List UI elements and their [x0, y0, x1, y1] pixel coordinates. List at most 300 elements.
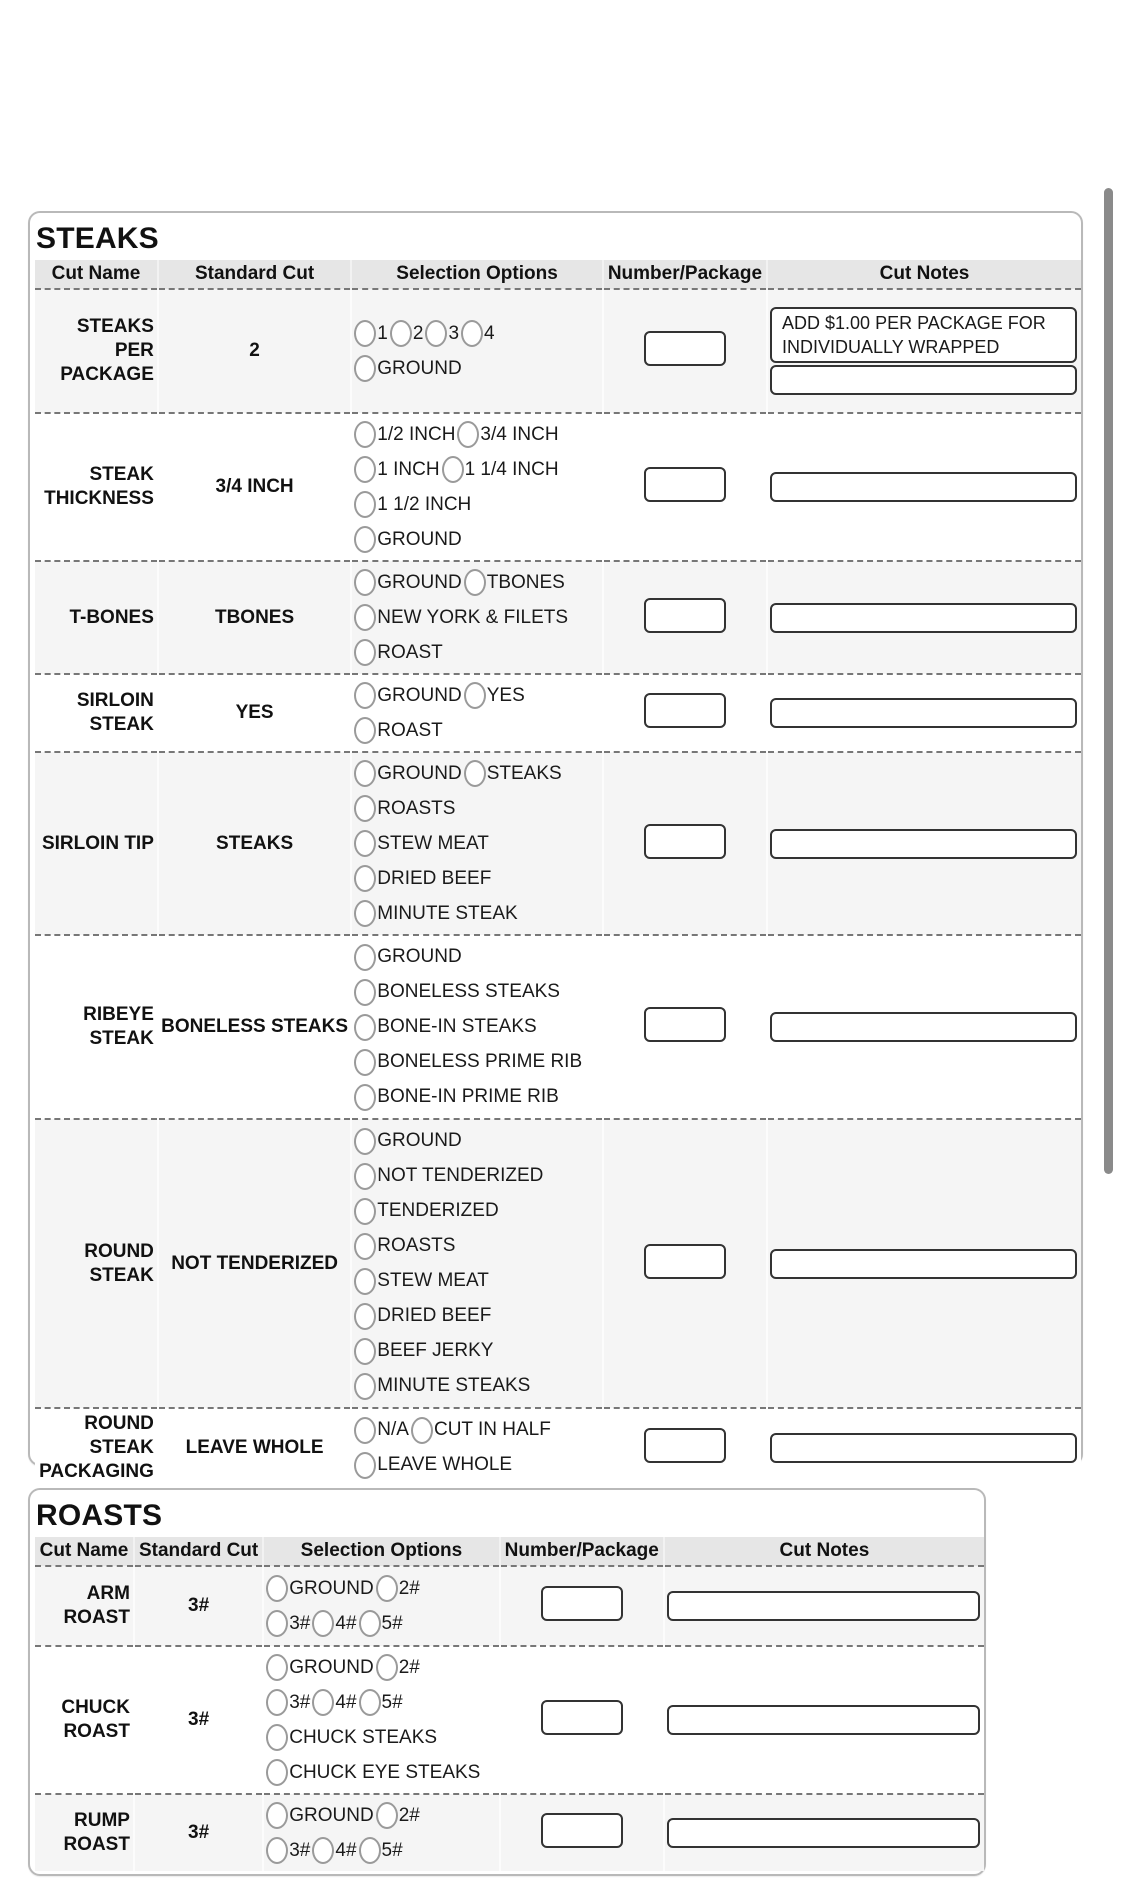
number-package-input[interactable] — [644, 467, 726, 502]
option-chuck-roast-ground[interactable] — [266, 1654, 373, 1681]
cut-name-cell — [35, 674, 158, 752]
option-round-steak-not-tenderized[interactable] — [354, 1163, 543, 1190]
option-chuck-roast-5[interactable] — [359, 1689, 403, 1716]
option-round-steak-minute-steaks[interactable] — [354, 1373, 530, 1400]
standard-cut-value: STEAKS — [158, 752, 351, 935]
radio-button-icon[interactable] — [425, 320, 447, 347]
option-arm-roast-5[interactable] — [359, 1610, 403, 1637]
radio-button-icon[interactable] — [354, 1338, 376, 1365]
radio-button-icon[interactable] — [312, 1837, 334, 1864]
option-line — [354, 1194, 602, 1229]
number-package-cell — [603, 413, 767, 561]
option-label: GROUND — [377, 528, 462, 550]
number-package-input[interactable] — [541, 1700, 623, 1735]
radio-button-icon[interactable] — [376, 1654, 398, 1681]
table-row-round-steak — [35, 1119, 1081, 1408]
option-chuck-roast-4[interactable] — [312, 1689, 356, 1716]
steaks-section — [28, 211, 1083, 1482]
standard-cut-value: BONELESS STEAKS — [158, 935, 351, 1119]
option-label: CHUCK STEAKS — [289, 1726, 438, 1748]
radio-button-icon[interactable] — [354, 421, 376, 448]
radio-button-icon[interactable] — [354, 1233, 376, 1260]
radio-button-icon[interactable] — [354, 569, 376, 596]
selection-options-cell — [351, 1408, 603, 1486]
column-header-cut-name: Cut Name — [35, 1537, 134, 1566]
cut-notes-cell — [664, 1646, 984, 1794]
cut-name-line: THICKNESS — [44, 488, 154, 509]
option-label: ROASTS — [377, 1235, 456, 1256]
option-label: CHUCK EYE STEAKS — [289, 1761, 481, 1783]
radio-button-icon[interactable] — [354, 760, 376, 787]
cut-notes-cell — [767, 935, 1081, 1119]
option-steaks-per-package-ground[interactable] — [354, 355, 461, 382]
option-label: CUT IN HALF — [433, 1419, 551, 1440]
option-label: 4# — [335, 1691, 357, 1713]
standard-cut-value: 3/4 INCH — [158, 413, 351, 561]
radio-button-icon[interactable] — [266, 1689, 288, 1716]
cut-notes-cell — [767, 289, 1081, 413]
standard-cut-value: LEAVE WHOLE — [158, 1408, 351, 1486]
radio-button-icon[interactable] — [354, 1049, 376, 1076]
cut-name-line: STEAK — [89, 464, 154, 485]
option-line — [354, 1124, 602, 1159]
option-ribeye-steak-bone-in-prime-rib[interactable] — [354, 1084, 559, 1111]
radio-button-icon[interactable] — [376, 1802, 398, 1829]
radio-button-icon[interactable] — [354, 1452, 376, 1479]
option-label: BONELESS STEAKS — [377, 981, 560, 1002]
option-line — [354, 896, 602, 931]
cut-name-line: PACKAGING — [39, 1460, 154, 1482]
radio-button-icon[interactable] — [266, 1654, 288, 1681]
option-label: 5# — [381, 1691, 403, 1713]
radio-button-icon[interactable] — [354, 795, 376, 822]
option-line — [266, 1720, 498, 1755]
radio-button-icon[interactable] — [312, 1689, 334, 1716]
number-package-input[interactable] — [541, 1813, 623, 1848]
column-header-cut-notes: Cut Notes — [767, 260, 1081, 289]
cut-notes-input[interactable] — [770, 1433, 1077, 1463]
radio-button-icon[interactable] — [354, 639, 376, 666]
option-label: 2# — [398, 1656, 420, 1678]
number-package-cell — [603, 561, 767, 674]
option-label: GROUND — [289, 1577, 374, 1599]
cut-notes-input[interactable] — [667, 1705, 980, 1735]
option-line — [266, 1685, 498, 1720]
option-ribeye-steak-ground[interactable] — [354, 944, 461, 971]
option-t-bones-ground[interactable] — [354, 569, 461, 596]
cut-name-line: SIRLOIN — [76, 690, 154, 711]
option-line — [266, 1833, 498, 1868]
cut-name-line: CHUCK — [61, 1697, 130, 1718]
option-arm-roast-ground[interactable] — [266, 1575, 373, 1602]
option-ribeye-steak-boneless-prime-rib[interactable] — [354, 1049, 582, 1076]
radio-button-icon[interactable] — [354, 1198, 376, 1225]
option-round-steak-tenderized[interactable] — [354, 1198, 498, 1225]
cut-notes-cell — [767, 674, 1081, 752]
option-line — [354, 417, 602, 452]
radio-button-icon[interactable] — [354, 456, 376, 483]
standard-cut-value: 2 — [158, 289, 351, 413]
option-sirloin-tip-minute-steak[interactable] — [354, 900, 517, 927]
cut-notes-cell — [767, 1408, 1081, 1486]
cut-notes-input[interactable] — [770, 365, 1077, 395]
cut-notes-input[interactable] — [770, 698, 1077, 728]
option-label: TENDERIZED — [377, 1200, 499, 1221]
option-sirloin-steak-yes[interactable] — [464, 682, 525, 709]
option-rump-roast-4[interactable] — [312, 1837, 356, 1864]
option-round-steak-ground[interactable] — [354, 1128, 461, 1155]
option-arm-roast-4[interactable] — [312, 1610, 356, 1637]
option-steaks-per-package-2[interactable] — [390, 320, 424, 347]
option-label: LEAVE WHOLE — [377, 1454, 513, 1475]
radio-button-icon[interactable] — [359, 1837, 381, 1864]
option-round-steak-packaging-cut-in-half[interactable] — [411, 1417, 551, 1444]
option-ribeye-steak-boneless-steaks[interactable] — [354, 979, 560, 1006]
option-label: 5# — [381, 1839, 403, 1861]
radio-button-icon[interactable] — [354, 900, 376, 927]
radio-button-icon[interactable] — [354, 355, 376, 382]
option-label: STEW MEAT — [377, 1270, 489, 1291]
option-line — [354, 635, 602, 670]
table-row-rump-roast — [35, 1794, 984, 1871]
steaks-table — [35, 260, 1081, 1486]
option-label: 4# — [335, 1839, 357, 1861]
radio-button-icon[interactable] — [354, 865, 376, 892]
cut-name-cell — [35, 1566, 134, 1646]
option-label: 1 1/4 INCH — [464, 458, 559, 480]
cut-name-line: STEAK — [89, 1436, 154, 1458]
option-line — [354, 452, 602, 487]
option-chuck-roast-chuck-eye-steaks[interactable] — [266, 1759, 480, 1786]
radio-button-icon[interactable] — [411, 1417, 433, 1444]
option-label: NEW YORK & FILETS — [377, 606, 569, 628]
option-t-bones-new-york-filets[interactable] — [354, 604, 568, 631]
cut-notes-input[interactable]: ADD $1.00 PER PACKAGE FOR INDIVIDUALLY WRAPPED — [770, 307, 1077, 363]
option-line — [354, 975, 602, 1010]
option-line — [354, 1045, 602, 1080]
table-row-steak-thickness — [35, 413, 1081, 561]
option-label: GROUND — [377, 946, 462, 967]
option-round-steak-packaging-leave-whole[interactable] — [354, 1452, 512, 1479]
option-line — [266, 1798, 498, 1833]
option-label: ROAST — [377, 719, 443, 741]
number-package-input[interactable] — [541, 1586, 623, 1621]
radio-button-icon[interactable] — [354, 1268, 376, 1295]
table-row-sirloin-tip — [35, 752, 1081, 935]
option-label: GROUND — [377, 357, 462, 379]
option-chuck-roast-3[interactable] — [266, 1689, 310, 1716]
table-row-steaks-per-package — [35, 289, 1081, 413]
radio-button-icon[interactable] — [354, 1303, 376, 1330]
option-sirloin-tip-steaks[interactable] — [464, 760, 562, 787]
cut-name-cell — [35, 1119, 158, 1408]
radio-button-icon[interactable] — [266, 1724, 288, 1751]
radio-button-icon[interactable] — [354, 1373, 376, 1400]
cut-name-line: T-BONES — [69, 606, 154, 628]
option-sirloin-tip-stew-meat[interactable] — [354, 830, 489, 857]
option-rump-roast-5[interactable] — [359, 1837, 403, 1864]
cut-notes-input[interactable] — [770, 472, 1077, 502]
radio-button-icon[interactable] — [464, 569, 486, 596]
option-rump-roast-3[interactable] — [266, 1837, 310, 1864]
option-line — [354, 487, 602, 522]
option-line — [266, 1571, 498, 1606]
number-package-input[interactable] — [644, 1244, 726, 1279]
radio-button-icon[interactable] — [266, 1802, 288, 1829]
option-steak-thickness-1-1-2-inch[interactable] — [354, 491, 471, 518]
cut-name-line: SIRLOIN TIP — [41, 832, 154, 854]
selection-options-cell — [351, 935, 603, 1119]
standard-cut-value: TBONES — [158, 561, 351, 674]
option-chuck-roast-chuck-steaks[interactable] — [266, 1724, 437, 1751]
option-label: GROUND — [289, 1804, 374, 1826]
option-chuck-roast-2[interactable] — [376, 1654, 420, 1681]
option-steaks-per-package-3[interactable] — [425, 320, 459, 347]
table-row-chuck-roast — [35, 1646, 984, 1794]
radio-button-icon[interactable] — [354, 830, 376, 857]
roasts-section — [28, 1488, 986, 1876]
radio-button-icon[interactable] — [354, 1014, 376, 1041]
option-line — [354, 861, 602, 896]
selection-options-cell — [351, 752, 603, 935]
option-line — [266, 1650, 498, 1685]
option-label: 5# — [381, 1612, 403, 1634]
option-label: 2 — [412, 322, 424, 344]
radio-button-icon[interactable] — [354, 944, 376, 971]
radio-button-icon[interactable] — [457, 421, 479, 448]
option-label: GROUND — [377, 762, 462, 784]
selection-options-cell — [263, 1794, 499, 1871]
option-label: N/A — [377, 1419, 409, 1440]
option-label: BONELESS PRIME RIB — [377, 1051, 583, 1072]
selection-options-cell — [351, 289, 603, 413]
option-rump-roast-ground[interactable] — [266, 1802, 373, 1829]
option-round-steak-beef-jerky[interactable] — [354, 1338, 493, 1365]
option-label: 3# — [289, 1839, 311, 1861]
option-t-bones-roast[interactable] — [354, 639, 442, 666]
option-label: ROASTS — [377, 797, 456, 819]
option-steaks-per-package-1[interactable] — [354, 320, 388, 347]
option-steak-thickness-1-1-4-inch[interactable] — [442, 456, 559, 483]
option-line — [354, 1413, 602, 1448]
number-package-cell — [500, 1646, 664, 1794]
option-line — [354, 826, 602, 861]
roasts-table — [35, 1537, 984, 1871]
number-package-cell — [603, 752, 767, 935]
selection-options-cell — [351, 561, 603, 674]
option-line — [354, 713, 602, 748]
table-row-sirloin-steak — [35, 674, 1081, 752]
column-header-standard-cut: Standard Cut — [134, 1537, 263, 1566]
option-label: 3# — [289, 1691, 311, 1713]
option-label: 1 1/2 INCH — [377, 493, 472, 515]
option-steak-thickness-ground[interactable] — [354, 526, 461, 553]
option-label: 1 — [377, 322, 388, 344]
table-row-t-bones — [35, 561, 1081, 674]
option-label: 1 INCH — [377, 458, 440, 480]
option-round-steak-packaging-n-a[interactable] — [354, 1417, 409, 1444]
option-steak-thickness-1-2-inch[interactable] — [354, 421, 455, 448]
cut-name-cell — [35, 752, 158, 935]
radio-button-icon[interactable] — [464, 682, 486, 709]
cut-notes-cell — [767, 1119, 1081, 1408]
option-round-steak-dried-beef[interactable] — [354, 1303, 491, 1330]
radio-button-icon[interactable] — [354, 1128, 376, 1155]
option-label: 2# — [398, 1577, 420, 1599]
option-sirloin-tip-dried-beef[interactable] — [354, 865, 491, 892]
roasts-header-row — [35, 1537, 984, 1566]
radio-button-icon[interactable] — [359, 1610, 381, 1637]
radio-button-icon[interactable] — [354, 682, 376, 709]
option-label: 3 — [448, 322, 460, 344]
radio-button-icon[interactable] — [266, 1837, 288, 1864]
option-label: 1/2 INCH — [377, 423, 456, 445]
radio-button-icon[interactable] — [354, 526, 376, 553]
cut-name-line: ARM — [86, 1583, 130, 1604]
number-package-input[interactable] — [644, 693, 726, 728]
cut-name-cell — [35, 561, 158, 674]
radio-button-icon[interactable] — [354, 979, 376, 1006]
cut-notes-input[interactable] — [770, 603, 1077, 633]
option-line — [354, 1299, 602, 1334]
cut-name-line: ROUND — [84, 1240, 154, 1262]
radio-button-icon[interactable] — [390, 320, 412, 347]
option-line — [354, 1010, 602, 1045]
cut-notes-cell — [767, 413, 1081, 561]
number-package-cell — [500, 1566, 664, 1646]
cut-name-cell — [35, 1794, 134, 1871]
option-line — [354, 565, 602, 600]
option-arm-roast-3[interactable] — [266, 1610, 310, 1637]
radio-button-icon[interactable] — [266, 1575, 288, 1602]
radio-button-icon[interactable] — [442, 456, 464, 483]
radio-button-icon[interactable] — [354, 491, 376, 518]
option-sirloin-tip-ground[interactable] — [354, 760, 461, 787]
radio-button-icon[interactable] — [464, 760, 486, 787]
column-header-cut-name: Cut Name — [35, 260, 158, 289]
option-rump-roast-2[interactable] — [376, 1802, 420, 1829]
roasts-section-title: ROASTS — [36, 1499, 163, 1532]
page-scrollbar[interactable] — [1104, 188, 1113, 1174]
radio-button-icon[interactable] — [266, 1610, 288, 1637]
cut-name-line: STEAK — [89, 714, 154, 735]
cut-name-line: ROAST — [63, 1607, 130, 1628]
option-sirloin-steak-ground[interactable] — [354, 682, 461, 709]
cut-name-cell — [35, 289, 158, 413]
selection-options-cell — [263, 1646, 499, 1794]
cut-name-line: ROAST — [63, 1834, 130, 1855]
radio-button-icon[interactable] — [312, 1610, 334, 1637]
radio-button-icon[interactable] — [354, 717, 376, 744]
radio-button-icon[interactable] — [354, 1163, 376, 1190]
cut-notes-cell — [664, 1566, 984, 1646]
cut-notes-input[interactable] — [770, 1249, 1077, 1279]
column-header-selection-options: Selection Options — [263, 1537, 499, 1566]
radio-button-icon[interactable] — [461, 320, 483, 347]
column-header-number-package: Number/Package — [603, 260, 767, 289]
standard-cut-value: NOT TENDERIZED — [158, 1119, 351, 1408]
option-label: MINUTE STEAKS — [377, 1375, 531, 1396]
selection-options-cell — [351, 413, 603, 561]
column-header-selection-options: Selection Options — [351, 260, 603, 289]
cut-notes-cell — [767, 752, 1081, 935]
number-package-cell — [603, 674, 767, 752]
option-ribeye-steak-bone-in-steaks[interactable] — [354, 1014, 536, 1041]
radio-button-icon[interactable] — [354, 1417, 376, 1444]
option-sirloin-tip-roasts[interactable] — [354, 795, 455, 822]
cut-name-cell — [35, 413, 158, 561]
option-label: 3/4 INCH — [480, 423, 559, 445]
option-label: 3# — [289, 1612, 311, 1634]
option-label: STEW MEAT — [377, 832, 489, 854]
cut-name-cell — [35, 1646, 134, 1794]
cut-name-line: ROUND — [84, 1412, 154, 1434]
number-package-input[interactable] — [644, 1007, 726, 1042]
option-steak-thickness-3-4-inch[interactable] — [457, 421, 558, 448]
radio-button-icon[interactable] — [266, 1759, 288, 1786]
cut-notes-input[interactable] — [667, 1818, 980, 1848]
cut-name-cell — [35, 935, 158, 1119]
option-line — [354, 316, 602, 351]
radio-button-icon[interactable] — [354, 604, 376, 631]
option-line — [354, 1369, 602, 1404]
number-package-input[interactable] — [644, 824, 726, 859]
number-package-input[interactable] — [644, 598, 726, 633]
option-label: GROUND — [377, 684, 462, 706]
option-label: 4 — [484, 322, 495, 344]
option-line — [354, 522, 602, 557]
option-label: NOT TENDERIZED — [377, 1165, 544, 1186]
cut-notes-input[interactable] — [770, 829, 1077, 859]
option-line — [266, 1755, 498, 1790]
option-line — [266, 1606, 498, 1641]
radio-button-icon[interactable] — [376, 1575, 398, 1602]
option-t-bones-tbones[interactable] — [464, 569, 565, 596]
option-steak-thickness-1-inch[interactable] — [354, 456, 439, 483]
option-line — [354, 1264, 602, 1299]
cut-name-line: RIBEYE — [83, 1004, 154, 1025]
table-row-round-steak-packaging — [35, 1408, 1081, 1486]
option-line — [354, 1334, 602, 1369]
cut-notes-input[interactable] — [667, 1591, 980, 1621]
option-label: GROUND — [377, 1130, 462, 1151]
option-label: 4# — [335, 1612, 357, 1634]
radio-button-icon[interactable] — [354, 1084, 376, 1111]
column-header-number-package: Number/Package — [500, 1537, 664, 1566]
radio-button-icon[interactable] — [359, 1689, 381, 1716]
option-label: DRIED BEEF — [377, 1305, 492, 1326]
option-label: TBONES — [486, 571, 565, 593]
option-line — [354, 1159, 602, 1194]
option-round-steak-roasts[interactable] — [354, 1233, 455, 1260]
selection-options-cell — [351, 674, 603, 752]
table-row-arm-roast — [35, 1566, 984, 1646]
steaks-header-row — [35, 260, 1081, 289]
steaks-section-title: STEAKS — [36, 222, 159, 255]
option-round-steak-stew-meat[interactable] — [354, 1268, 489, 1295]
option-label: DRIED BEEF — [377, 867, 492, 889]
option-line — [354, 1229, 602, 1264]
option-line — [354, 756, 602, 791]
number-package-input[interactable] — [644, 331, 726, 366]
cut-notes-input[interactable] — [770, 1012, 1077, 1042]
option-arm-roast-2[interactable] — [376, 1575, 420, 1602]
option-sirloin-steak-roast[interactable] — [354, 717, 442, 744]
option-steaks-per-package-4[interactable] — [461, 320, 495, 347]
radio-button-icon[interactable] — [354, 320, 376, 347]
number-package-input[interactable] — [644, 1428, 726, 1463]
option-label: GROUND — [377, 571, 462, 593]
